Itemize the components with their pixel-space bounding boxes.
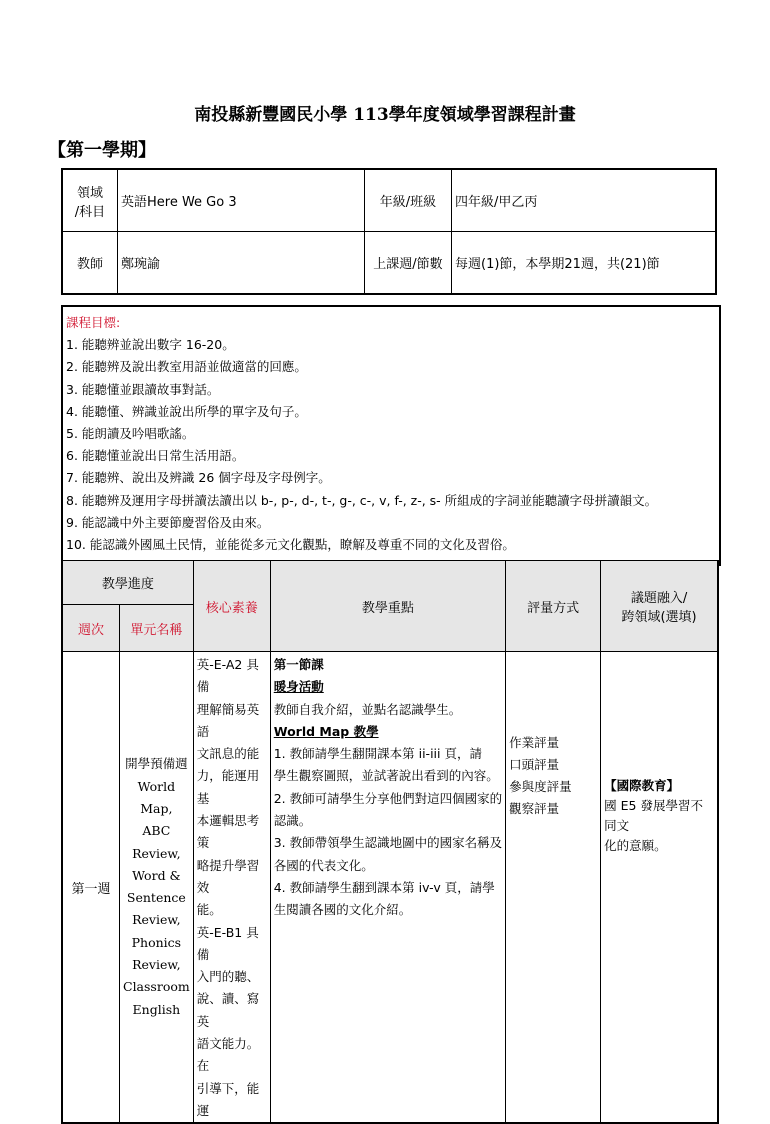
periods-value: 每週(1)節，本學期21週，共(21)節 xyxy=(452,232,717,295)
goal-item: 7. 能聽辨、說出及辨識 26 個字母及字母例字。 xyxy=(66,470,331,486)
course-info-table xyxy=(61,168,717,295)
goal-item: 10. 能認識外國風土民情，並能從多元文化觀點，瞭解及尊重不同的文化及習俗。 xyxy=(66,537,515,553)
course-goals xyxy=(61,305,721,566)
unit-header: 單元名稱 xyxy=(120,605,194,652)
goal-item: 6. 能聽懂並說出日常生活用語。 xyxy=(66,448,245,464)
core-header: 核心素養 xyxy=(193,561,270,652)
focus-cell: 第一節課 暖身活動 教師自我介紹，並點名認識學生。 World Map 教學 1. 教師請學生翻開課本第 ii-iii 頁，請 學生觀察圖照，並試著說出看到的內容。 2. 教師可請學生分享他們對這四個國家的 認識。 3. 教師帶領學生認識地圖中的國家名稱及 各國的代表文化。 4. 教師請學生翻到課本第 iv-v 頁，請學 生閱讀各國的文化介紹。 xyxy=(270,652,505,1124)
domain-label: 領域 /科目 xyxy=(62,169,118,232)
goal-item: 4. 能聽懂、辨識並說出所學的單字及句子。 xyxy=(66,403,307,419)
goals-heading: 課程目標: xyxy=(66,315,121,330)
semester-label: 【第一學期】 xyxy=(48,140,156,161)
teacher-label: 教師 xyxy=(62,232,118,295)
teacher-value: 鄭琬諭 xyxy=(118,232,365,295)
core-cell: 英-E-A2 具備 理解簡易英語 文訊息的能 力，能運用基 本邏輯思考策 略提升學習效 能。 英-E-B1 具備 入門的聽、 說、讀、寫英 語文能力。在 引導下，能運 xyxy=(193,652,270,1124)
teaching-plan-table xyxy=(61,560,719,1124)
week-cell: 第一週 xyxy=(62,652,120,1124)
progress-header: 教學進度 xyxy=(62,561,193,605)
domain-value: 英語Here We Go 3 xyxy=(118,169,365,232)
goal-item: 9. 能認識中外主要節慶習俗及由來。 xyxy=(66,514,270,530)
assess-cell: 作業評量 口頭評量 參與度評量 觀察評量 xyxy=(506,652,601,1124)
page-title: 南投縣新豐國民小學 113學年度領域學習課程計畫 xyxy=(194,105,576,125)
goal-item: 2. 能聽辨及說出教室用語並做適當的回應。 xyxy=(66,359,307,375)
grade-label: 年級/班級 xyxy=(365,169,452,232)
periods-label: 上課週/節數 xyxy=(365,232,452,295)
unit-cell: 開學預備週 World Map, ABC Review, Word & Sentence Review, Phonics Review, Classroom English xyxy=(120,652,194,1124)
focus-header: 教學重點 xyxy=(270,561,505,652)
goal-item: 1. 能聽辨並說出數字 16-20。 xyxy=(66,337,235,353)
assess-header: 評量方式 xyxy=(506,561,601,652)
goal-item: 8. 能聽辨及運用字母拼讀法讀出以 b-, p-, d-, t-, g-, c-, v, f-, z-, s- 所組成的字詞並能聽讀字母拼讀韻文。 xyxy=(66,492,658,508)
goal-item: 5. 能朗讀及吟唱歌謠。 xyxy=(66,426,195,442)
goal-item: 3. 能聽懂並跟讀故事對話。 xyxy=(66,381,220,397)
week-header: 週次 xyxy=(62,605,120,652)
issue-header: 議題融入/ 跨領域(選填) xyxy=(601,561,718,652)
issue-cell: 【國際教育】 國 E5 發展學習不同文 化的意願。 xyxy=(601,652,718,1124)
grade-value: 四年級/甲乙丙 xyxy=(452,169,717,232)
